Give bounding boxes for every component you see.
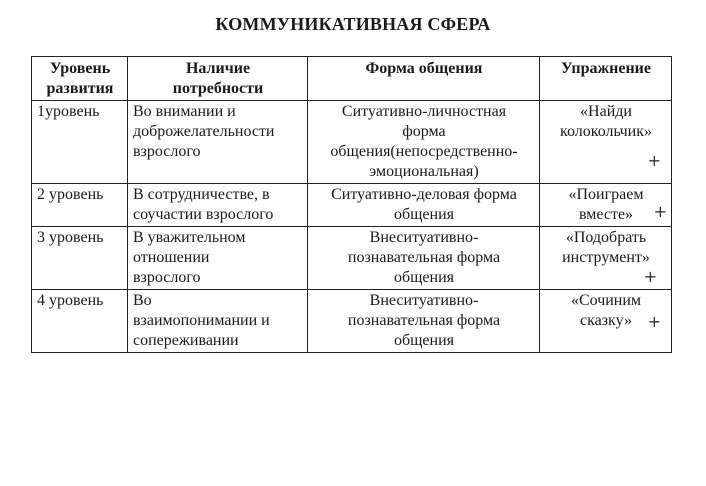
cell-exercise bbox=[540, 227, 672, 290]
header-exercise bbox=[540, 57, 672, 101]
exercise-line: инструмент» bbox=[562, 249, 650, 266]
cell-need bbox=[128, 227, 308, 290]
need-line: Во bbox=[133, 292, 152, 309]
need-line: В уважительном bbox=[133, 229, 246, 246]
exercise-line: сказку» bbox=[580, 312, 632, 329]
need-line: взрослого bbox=[133, 143, 201, 160]
cell-exercise bbox=[540, 101, 672, 184]
form-line: эмоциональная) bbox=[369, 163, 479, 180]
exercise-line: «Сочиним bbox=[570, 292, 642, 309]
table-row bbox=[32, 290, 672, 353]
exercise-line: «Подобрать bbox=[565, 229, 647, 246]
form-line: общения bbox=[393, 206, 455, 223]
exercise-line: вместе» bbox=[578, 206, 634, 223]
need-line: отношении bbox=[133, 249, 210, 266]
need-line: доброжелательности bbox=[133, 123, 275, 140]
cell-exercise bbox=[540, 184, 672, 227]
cell-level: 1уровень bbox=[32, 101, 128, 184]
form-line: Ситуативно-деловая форма bbox=[331, 186, 517, 203]
need-line: соучастии взрослого bbox=[133, 206, 274, 223]
form-line: познавательная форма bbox=[347, 249, 501, 266]
header-exercise-line-1: Упражнение bbox=[560, 60, 651, 77]
form-line: общения bbox=[393, 269, 455, 286]
header-need-line-1: Наличие bbox=[185, 60, 251, 77]
form-line: Ситуативно-личностная bbox=[341, 103, 507, 120]
header-form-line-1: Форма общения bbox=[365, 60, 483, 77]
document-title: КОММУНИКАТИВНАЯ СФЕРА bbox=[215, 14, 491, 34]
need-line: сопереживании bbox=[133, 332, 239, 349]
form-line: Внеситуативно- bbox=[369, 292, 479, 309]
cell-form bbox=[308, 290, 540, 353]
cell-level: 2 уровень bbox=[32, 184, 128, 227]
cell-exercise bbox=[540, 290, 672, 353]
exercise-line: колокольчик» bbox=[560, 123, 652, 140]
form-line: общения bbox=[393, 332, 455, 349]
need-line: Во внимании и bbox=[133, 103, 236, 120]
header-need bbox=[128, 57, 308, 101]
header-level-line-1: Уровень bbox=[49, 60, 111, 77]
header-level-line-2: развития bbox=[46, 80, 114, 97]
table-row bbox=[32, 101, 672, 184]
need-line: взаимопонимании и bbox=[133, 312, 270, 329]
cell-need bbox=[128, 184, 308, 227]
header-need-line-2: потребности bbox=[172, 80, 264, 97]
exercise-line: «Найди bbox=[580, 103, 632, 120]
table-row bbox=[32, 184, 672, 227]
table-row bbox=[32, 227, 672, 290]
cell-need bbox=[128, 101, 308, 184]
cell-form bbox=[308, 101, 540, 184]
form-line: общения(непосредственно- bbox=[330, 143, 518, 160]
cell-form bbox=[308, 184, 540, 227]
need-line: В сотрудничестве, в bbox=[133, 186, 270, 203]
cell-need bbox=[128, 290, 308, 353]
cell-level: 3 уровень bbox=[32, 227, 128, 290]
table-header-row bbox=[32, 57, 672, 101]
header-form bbox=[308, 57, 540, 101]
exercise-line: «Поиграем bbox=[568, 186, 644, 203]
cell-level: 4 уровень bbox=[32, 290, 128, 353]
form-line: форма bbox=[402, 123, 446, 140]
handwritten-plus-mark: + bbox=[643, 267, 657, 286]
cell-form bbox=[308, 227, 540, 290]
form-line: познавательная форма bbox=[347, 312, 501, 329]
need-line: взрослого bbox=[133, 269, 201, 286]
header-level bbox=[32, 57, 128, 101]
handwritten-plus-mark: + bbox=[647, 312, 661, 331]
communication-table bbox=[31, 56, 672, 353]
handwritten-plus-mark: + bbox=[647, 151, 661, 170]
handwritten-plus-mark: + bbox=[653, 202, 667, 221]
form-line: Внеситуативно- bbox=[369, 229, 479, 246]
